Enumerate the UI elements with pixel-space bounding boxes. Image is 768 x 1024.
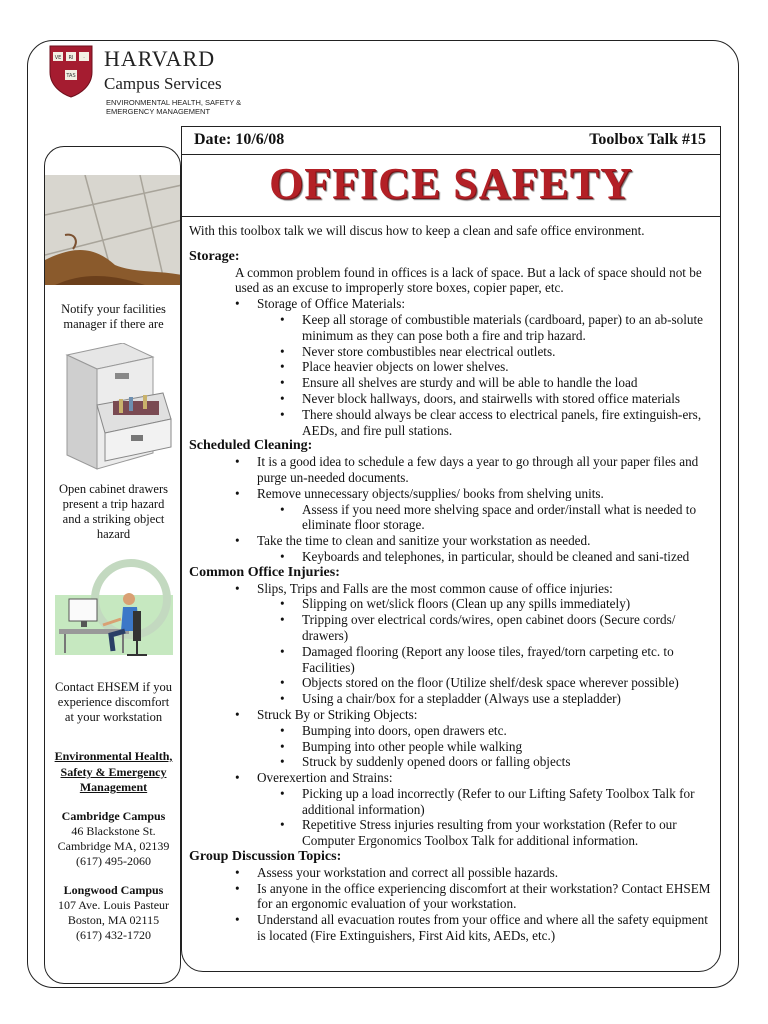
list-item: • Is anyone in the office experiencing discomfort at their workstation? Contact EHSEM for an ergonomic evaluation of your workstation.	[189, 881, 717, 913]
injuries-heading: Common Office Injuries:	[189, 564, 340, 580]
caption-line: Contact EHSEM if you	[54, 680, 172, 694]
harvard-shield-icon	[48, 44, 94, 98]
cambridge-contact	[45, 809, 181, 869]
svg-text:RI: RI	[68, 55, 74, 61]
caption-line: and a striking object	[62, 512, 165, 526]
intro-text: With this toolbox talk we will discus how to keep a clean and safe office environment.	[189, 223, 645, 238]
list-item: • Tripping over electrical cords/wires, open cabinet doors (Secure cords/ drawers)	[189, 612, 717, 644]
toolbox-talk-number: Toolbox Talk #15	[589, 131, 706, 148]
list-item: • Struck by suddenly opened doors or falling objects	[189, 754, 717, 770]
list-item: • Keyboards and telephones, in particular, should be cleaned and sani-tized	[189, 549, 717, 565]
caption-line: Open cabinet drawers	[59, 482, 168, 496]
address-line: Boston, MA 02115	[67, 913, 160, 927]
campus-name: Cambridge Campus	[61, 809, 166, 823]
list-item: • Bumping into other people while walking	[189, 739, 717, 755]
address-line: 107 Ave. Louis Pasteur	[57, 898, 170, 912]
list-item: • There should always be clear access to electrical panels, fire extinguish-ers, AEDs, and fire pull stations.	[189, 407, 717, 439]
discussion-heading: Group Discussion Topics:	[189, 849, 342, 865]
harvard-logo	[48, 44, 268, 122]
list-item: • It is a good idea to schedule a few days a year to go through all your paper files and purge un-needed documents.	[189, 454, 717, 486]
list-item: • Remove unnecessary objects/supplies/ books from shelving units.	[189, 486, 717, 502]
list-item: • Picking up a load incorrectly (Refer to our Lifting Safety Toolbox Talk for additional information)	[189, 786, 717, 818]
list-item: • Objects stored on the floor (Utilize shelf/desk space wherever possible)	[189, 675, 717, 691]
caption-line: experience discomfort	[57, 695, 170, 709]
list-item: • Never block hallways, doors, and stairwells with stored office materials	[189, 391, 717, 407]
contact-heading	[45, 749, 181, 796]
list-item: • Struck By or Striking Objects:	[189, 707, 717, 723]
floor-damage-photo	[45, 175, 181, 285]
longwood-contact	[45, 883, 181, 943]
date-bar	[182, 127, 720, 155]
address-line: Cambridge MA, 02139	[57, 839, 170, 853]
list-item: • Assess your workstation and correct all possible hazards.	[189, 865, 717, 881]
sidebar	[44, 146, 181, 984]
caption-line: hazard	[96, 527, 131, 541]
cleaning-heading: Scheduled Cleaning:	[189, 438, 313, 454]
list-item: • Take the time to clean and sanitize your workstation as needed.	[189, 533, 717, 549]
list-item: • Overexertion and Strains:	[189, 770, 717, 786]
list-item: • Slipping on wet/slick floors (Clean up any spills immediately)	[189, 596, 717, 612]
workstation-image	[51, 555, 177, 665]
address-line: 46 Blackstone St.	[71, 824, 156, 838]
list-item: • Bumping into doors, open drawers etc.	[189, 723, 717, 739]
phone-number: (617) 432-1720	[76, 928, 151, 942]
contact-heading-line: Safety & Emergency	[60, 764, 167, 779]
title-box	[182, 154, 720, 217]
contact-heading-line: Environmental Health,	[54, 749, 173, 763]
list-item: • Keep all storage of combustible materials (cardboard, paper) to an ab-solute minimum as they can pose both a fire and trip hazard.	[189, 312, 717, 344]
list-item: • Place heavier objects on lower shelves.	[189, 359, 717, 375]
org-subtitle: Campus Services	[104, 74, 222, 93]
campus-name: Longwood Campus	[63, 883, 164, 897]
contact-heading-line: Management	[79, 780, 148, 794]
storage-paragraph: A common problem found in offices is a lack of space. But a lack of space should not be used as an excuse to improperly store boxes, copier paper, etc.	[235, 264, 702, 296]
list-item: • Storage of Office Materials:	[189, 296, 717, 312]
caption-line: Notify your facilities	[61, 302, 166, 316]
caption-facilities	[45, 302, 181, 332]
svg-text:·: ·	[83, 55, 85, 61]
caption-line: present a trip hazard	[62, 497, 165, 511]
list-item: • Understand all evacuation routes from your office and where all the safety equipment is located (Fire Extinguishers, First Aid kits, AEDs, etc.)	[189, 912, 717, 944]
svg-text:VE: VE	[54, 55, 62, 61]
department-line: EMERGENCY MANAGEMENT	[106, 107, 211, 116]
department-name	[106, 98, 276, 116]
caption-drawers	[45, 482, 181, 542]
phone-number: (617) 495-2060	[76, 854, 151, 868]
list-item: • Repetitive Stress injuries resulting from your workstation (Refer to our Computer Ergonomics Toolbox Talk for additional information.	[189, 817, 717, 849]
list-item: • Slips, Trips and Falls are the most common cause of office injuries:	[189, 581, 717, 597]
list-item: • Damaged flooring (Report any loose tiles, frayed/torn carpeting etc. to Facilities)	[189, 644, 717, 676]
list-item: • Ensure all shelves are sturdy and will be able to handle the load	[189, 375, 717, 391]
caption-ergonomics	[45, 680, 181, 725]
caption-line: at your workstation	[64, 710, 163, 724]
page-title: OFFICE SAFETY	[269, 159, 633, 208]
department-line: ENVIRONMENTAL HEALTH, SAFETY &	[106, 98, 242, 107]
list-item: • Assess if you need more shelving space and order/install what is needed to eliminate floor storage.	[189, 502, 717, 534]
storage-heading: Storage:	[189, 248, 240, 264]
file-cabinet-image	[53, 343, 173, 473]
org-name: HARVARD	[104, 46, 216, 71]
date-label: Date: 10/6/08	[194, 131, 285, 148]
caption-line: manager if there are	[63, 317, 164, 331]
list-item: • Never store combustibles near electrical outlets.	[189, 344, 717, 360]
svg-text:TAS: TAS	[66, 73, 76, 79]
list-item: • Using a chair/box for a stepladder (Always use a stepladder)	[189, 691, 717, 707]
content-body	[189, 223, 717, 944]
main-panel	[181, 126, 721, 972]
